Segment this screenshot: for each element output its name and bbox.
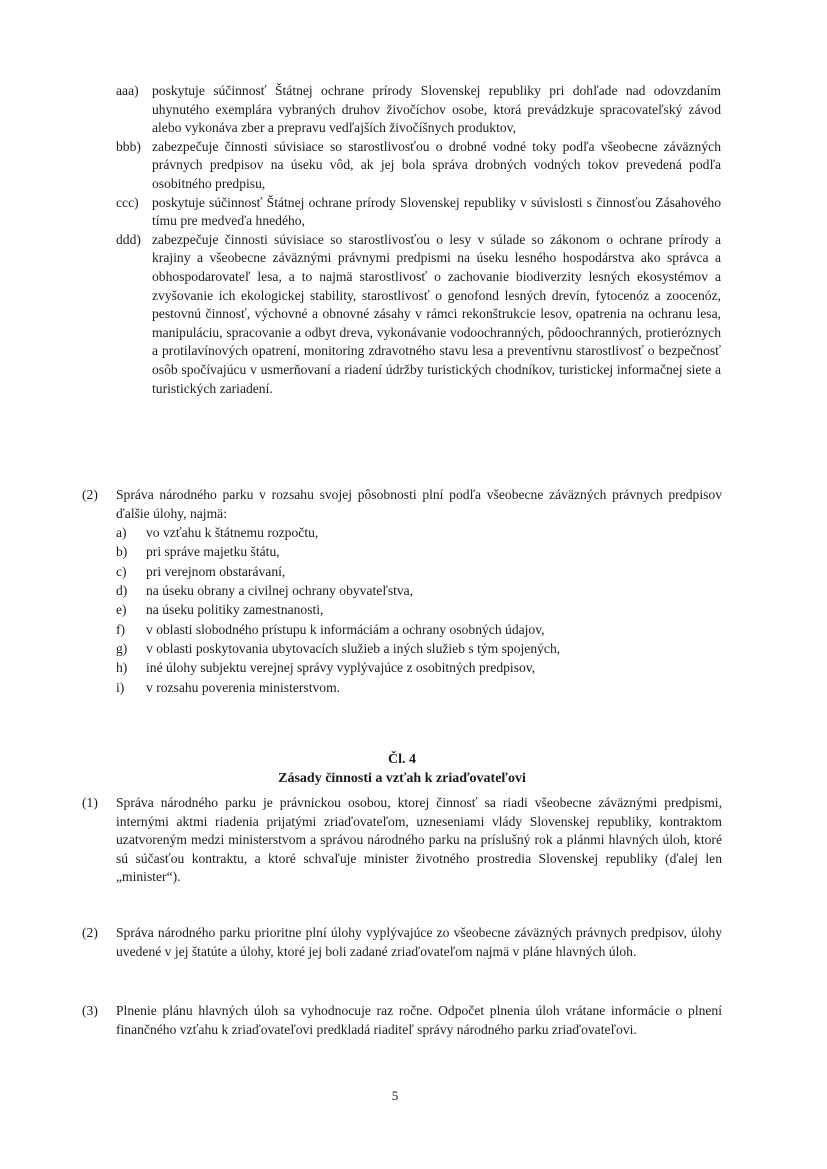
list-item-i bbox=[116, 678, 722, 697]
sub-item-text: zabezpečuje činnosti súvisiace so starostlivosťou o drobné vodné toky podľa všeobecne záväzných právnych predpisov na úseku vôd, ak jej bola správa drobných vodných tokov prevedená podľa osobitného predpisu, bbox=[152, 138, 721, 191]
paragraph-2 bbox=[82, 486, 722, 697]
list-item-text: iné úlohy subjektu verejnej správy vyplývajúce z osobitných predpisov, bbox=[146, 660, 536, 676]
article-paragraph-2 bbox=[82, 924, 722, 961]
list-item-h bbox=[116, 658, 722, 677]
list-item-marker: b) bbox=[116, 544, 128, 560]
list-item-f bbox=[116, 620, 722, 639]
article-heading bbox=[82, 750, 722, 788]
sub-item-text: poskytuje súčinnosť Štátnej ochrane prírody Slovenskej republiky pri dohľade nad odovzdaním uhynutého exemplára vybraných druhov živočíchov osobe, ktorá prevádzkuje spracovateľský závod alebo vykonáva zber a prepravu vedľajších živočíšnych produktov, bbox=[152, 83, 721, 136]
article-paragraph-1 bbox=[82, 794, 722, 887]
sub-item-ccc bbox=[116, 194, 721, 231]
letter-list bbox=[116, 523, 722, 697]
list-item-text: na úseku politiky zamestnanosti, bbox=[146, 602, 324, 618]
list-item-text: pri správe majetku štátu, bbox=[146, 544, 280, 560]
article-paragraph-3 bbox=[82, 1002, 722, 1039]
article-number: Čl. 4 bbox=[388, 752, 416, 767]
paragraph-text: Plnenie plánu hlavných úloh sa vyhodnocuje raz ročne. Odpočet plnenia úloh vrátane informácie o plnení finančného vzťahu k zriaďovateľovi predkladá riaditeľ správy národného parku zriaďovateľovi. bbox=[116, 1003, 722, 1037]
list-item-marker: h) bbox=[116, 660, 128, 676]
list-item-text: vo vzťahu k štátnemu rozpočtu, bbox=[146, 525, 319, 541]
list-item-marker: g) bbox=[116, 640, 128, 656]
list-item-text: pri verejnom obstarávaní, bbox=[146, 563, 286, 579]
list-item-g bbox=[116, 639, 722, 658]
sub-item-text: zabezpečuje činnosti súvisiace so starostlivosťou o lesy v súlade so zákonom o ochrane prírody a krajiny a všeobecne záväznými právnymi predpismi na úseku lesného hospodárstva ako správca a obhospodarovateľ lesa, a to najmä starostlivosť o zachovanie biodiverzity lesných ekosystémov a zvyšovanie ich ekologickej stability, starostlivosť o genofond lesných drevín, fytocenóz a zoocenóz, pestovnú činnosť, výchovné a obnovné zásahy v rámci rekonštrukcie lesov, opatrenia na ochranu lesa, manipuláciu, spracovanie a odbyt dreva, vykonávanie vodoochranných, pôdoochranných, protieróznych a protilavínových opatrení, monitoring zdravotného stavu lesa a preventívnu starostlivosť o bezpečnosť osôb spočívajúcu v usmerňovaní a riadení údržby turistických chodníkov, turistickej informačnej siete a turistických zariadení. bbox=[152, 231, 721, 396]
paragraph-marker: (2) bbox=[82, 487, 98, 502]
sub-item-marker: aaa) bbox=[116, 83, 139, 98]
article-title: Zásady činnosti a vzťah k zriaďovateľovi bbox=[278, 771, 526, 786]
sub-item-text: poskytuje súčinnosť Štátnej ochrane prírody Slovenskej republiky v súvislosti s činnosťou Zásahového tímu pre medveďa hnedého, bbox=[152, 194, 721, 229]
sub-item-marker: bbb) bbox=[116, 138, 141, 154]
list-item-marker: e) bbox=[116, 602, 127, 618]
sub-item-marker: ddd) bbox=[116, 231, 141, 247]
paragraph-text: Správa národného parku prioritne plní úlohy vyplývajúce zo všeobecne záväzných právnych predpisov, úlohy uvedené v jej štatúte a úlohy, ktoré jej boli zadané zriaďovateľom najmä v pláne hlavných úloh. bbox=[116, 925, 722, 959]
paragraph-text: Správa národného parku je právnickou osobou, ktorej činnosť sa riadi všeobecne záväznými predpismi, internými aktmi riadenia prijatými zriaďovateľom, uzneseniami vlády Slovenskej republiky, kontraktom uzatvoreným medzi ministerstvom a správou národného parku na príslušný rok a plánmi hlavných úloh, ktoré sú súčasťou kontraktu, a ktoré schvaľuje minister životného prostredia Slovenskej republiky (ďalej len „minister“). bbox=[116, 795, 722, 885]
sub-item-bbb bbox=[116, 138, 721, 194]
list-item-a bbox=[116, 523, 722, 542]
paragraph-marker: (2) bbox=[82, 925, 98, 940]
sub-item-aaa bbox=[116, 82, 721, 138]
sub-item-list bbox=[116, 82, 721, 398]
paragraph-marker: (1) bbox=[82, 795, 98, 810]
list-item-c bbox=[116, 562, 722, 581]
paragraph-text: Správa národného parku v rozsahu svojej pôsobnosti plní podľa všeobecne záväzných právnych predpisov ďalšie úlohy, najmä: bbox=[116, 487, 722, 521]
sub-item-marker: ccc) bbox=[116, 194, 139, 210]
list-item-e bbox=[116, 600, 722, 619]
list-item-text: na úseku obrany a civilnej ochrany obyvateľstva, bbox=[146, 583, 414, 599]
list-item-text: v oblasti slobodného prístupu k informáciám a ochrany osobných údajov, bbox=[146, 621, 545, 637]
paragraph-marker: (3) bbox=[82, 1003, 98, 1018]
list-item-text: v oblasti poskytovania ubytovacích služieb a iných služieb s tým spojených, bbox=[146, 640, 561, 656]
list-item-marker: i) bbox=[116, 679, 125, 695]
list-item-marker: d) bbox=[116, 583, 128, 599]
list-item-b bbox=[116, 542, 722, 561]
list-item-text: v rozsahu poverenia ministerstvom. bbox=[146, 679, 341, 695]
page-number: 5 bbox=[391, 1088, 399, 1103]
list-item-marker: a) bbox=[116, 525, 127, 541]
list-item-d bbox=[116, 581, 722, 600]
list-item-marker: f) bbox=[116, 621, 126, 637]
sub-item-ddd bbox=[116, 231, 721, 398]
list-item-marker: c) bbox=[116, 563, 127, 579]
